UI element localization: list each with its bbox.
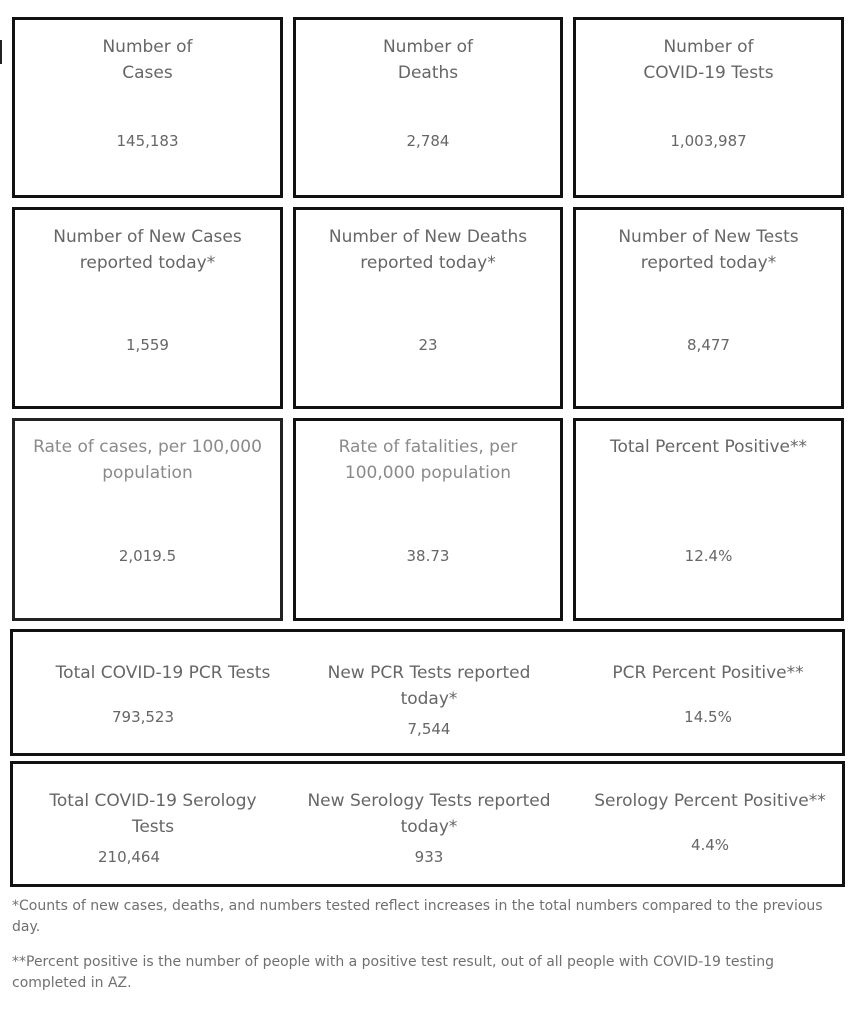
serology-new-label: New Serology Tests reported today*: [307, 791, 551, 837]
edge-mark: [0, 40, 2, 64]
serology-new-column: [299, 778, 559, 878]
fatality-rate-value: 38.73: [406, 547, 450, 565]
serology-percent-column: [579, 778, 841, 878]
case-rate-value: 2,019.5: [118, 547, 177, 565]
fatality-rate-card: [293, 418, 563, 621]
new-deaths-card: [293, 207, 563, 409]
fatality-rate-label: Rate of fatalities, per 100,000 population: [338, 437, 518, 483]
serology-total-column: [37, 778, 269, 878]
tests-card: [573, 17, 844, 198]
cases-card: [12, 17, 283, 198]
pcr-new-label: New PCR Tests reported today*: [327, 663, 531, 709]
new-cases-label: Number of New Cases reported today*: [53, 227, 242, 273]
deaths-value: 2,784: [406, 132, 450, 150]
serology-panel: [10, 761, 845, 887]
deaths-label: Number of Deaths: [382, 37, 474, 83]
serology-total-value: 210,464: [97, 848, 161, 866]
pcr-percent-column: [583, 650, 833, 750]
total-percent-positive-card: [573, 418, 844, 621]
total-percent-positive-label: Total Percent Positive**: [609, 437, 807, 457]
pcr-new-value: 7,544: [407, 720, 451, 738]
tests-value: 1,003,987: [670, 132, 747, 150]
total-percent-positive-value: 12.4%: [684, 547, 733, 565]
pcr-total-label: Total COVID-19 PCR Tests: [55, 663, 271, 683]
case-rate-label: Rate of cases, per 100,000 population: [33, 437, 262, 483]
case-rate-card: [12, 418, 283, 621]
serology-new-value: 933: [414, 848, 444, 866]
footnote-new-counts: *Counts of new cases, deaths, and numbers tested reflect increases in the total numbers compared to the previous day.: [12, 898, 823, 935]
pcr-percent-value: 14.5%: [684, 708, 732, 726]
tests-label: Number of COVID-19 Tests: [643, 37, 774, 83]
pcr-total-value: 793,523: [111, 708, 175, 726]
pcr-new-column: [309, 650, 549, 750]
serology-percent-value: 4.4%: [690, 836, 730, 854]
serology-percent-label: Serology Percent Positive**: [594, 791, 826, 811]
footnote-percent-positive: **Percent positive is the number of people with a positive test result, out of all people with COVID-19 testing completed in AZ.: [12, 954, 774, 991]
cases-label: Number of Cases: [102, 37, 193, 83]
pcr-panel: [10, 629, 845, 756]
cases-value: 145,183: [116, 132, 179, 150]
new-tests-label: Number of New Tests reported today*: [618, 227, 799, 273]
deaths-card: [293, 17, 563, 198]
serology-total-label: Total COVID-19 Serology Tests: [49, 791, 257, 837]
new-deaths-label: Number of New Deaths reported today*: [328, 227, 528, 273]
new-tests-value: 8,477: [687, 336, 730, 354]
pcr-percent-label: PCR Percent Positive**: [612, 663, 804, 683]
new-tests-card: [573, 207, 844, 409]
pcr-total-column: [33, 650, 293, 750]
new-cases-card: [12, 207, 283, 409]
new-cases-value: 1,559: [126, 336, 169, 354]
new-deaths-value: 23: [418, 336, 438, 354]
